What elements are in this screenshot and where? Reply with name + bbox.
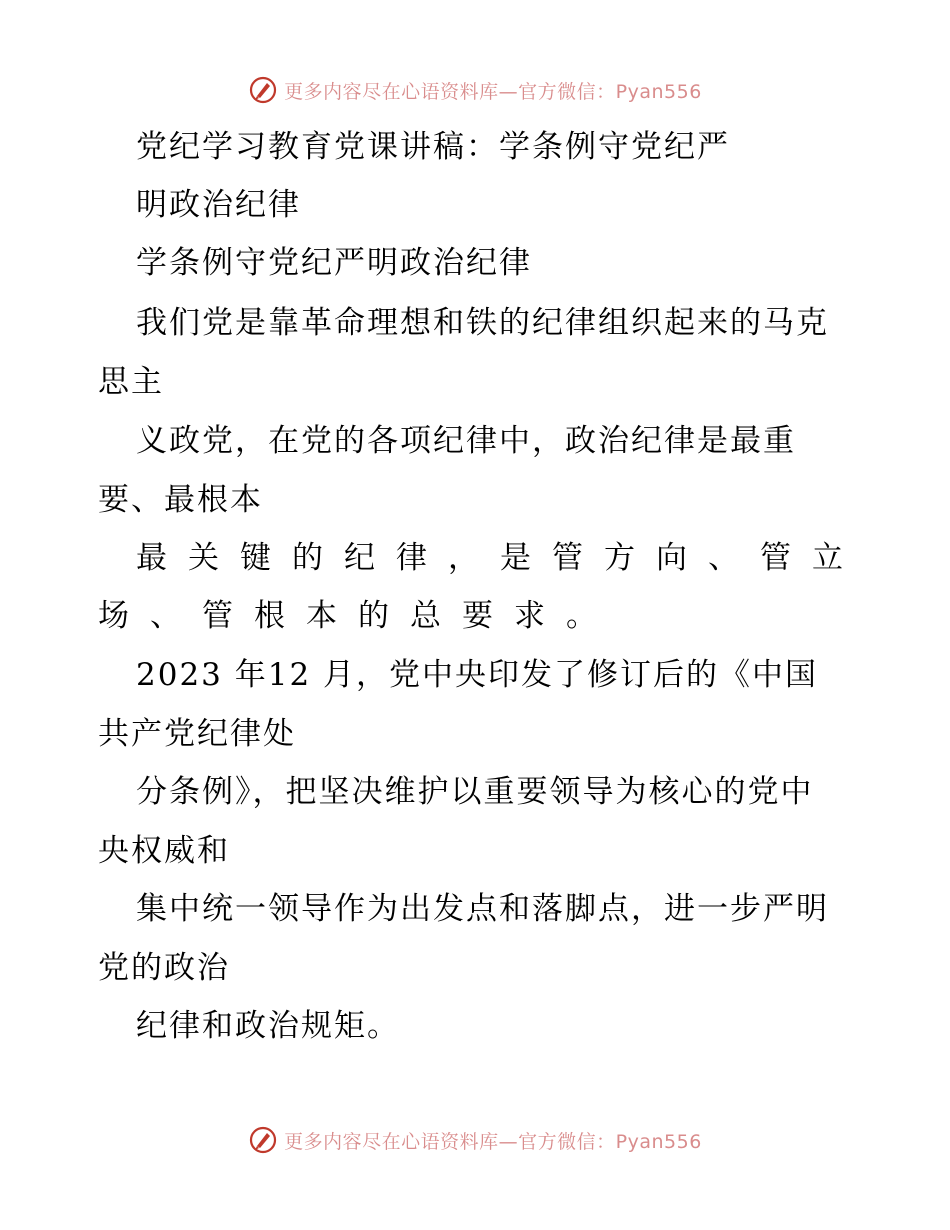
pen-nib-circle-icon [248,1125,278,1155]
paragraph-line: 我们党是靠革命理想和铁的纪律组织起来的马克 [136,305,829,341]
justified-text: 最关键的纪律，是管方向、管立 [136,540,864,576]
doc-subtitle: 学条例守党纪严明政治纪律 [136,245,532,281]
paragraph-line: 央权威和 [98,833,230,869]
paragraph-line: 纪律和政治规矩。 [136,1008,400,1044]
paragraph-line: 共产党纪律处 [98,716,296,752]
paragraph-line: 党的政治 [98,950,230,986]
doc-title-line-2: 明政治纪律 [136,187,301,223]
paragraph-line: 分条例》，把坚决维护以重要领导为核心的党中 [136,774,814,810]
justified-text: 场、管根本的总要求。 [98,598,618,634]
paragraph-line: 思主 [98,364,164,400]
watermark-text: 更多内容尽在心语资料库—官方微信：Pyan556 [284,80,702,103]
paragraph-line: 要、最根本 [98,482,263,518]
paragraph-line-justified [98,596,850,636]
paragraph-line-justified [98,538,864,578]
paragraph-line: 义政党，在党的各项纪律中，政治纪律是最重 [136,423,796,459]
paragraph-line: 2023 年12 月，党中央印发了修订后的《中国 [136,657,819,693]
watermark-text: 更多内容尽在心语资料库—官方微信：Pyan556 [284,1130,702,1153]
doc-title-line-1: 党纪学习教育党课讲稿：学条例守党纪严 [136,129,730,165]
footer-watermark [0,1122,950,1158]
paragraph-line: 集中统一领导作为出发点和落脚点，进一步严明 [136,891,829,927]
